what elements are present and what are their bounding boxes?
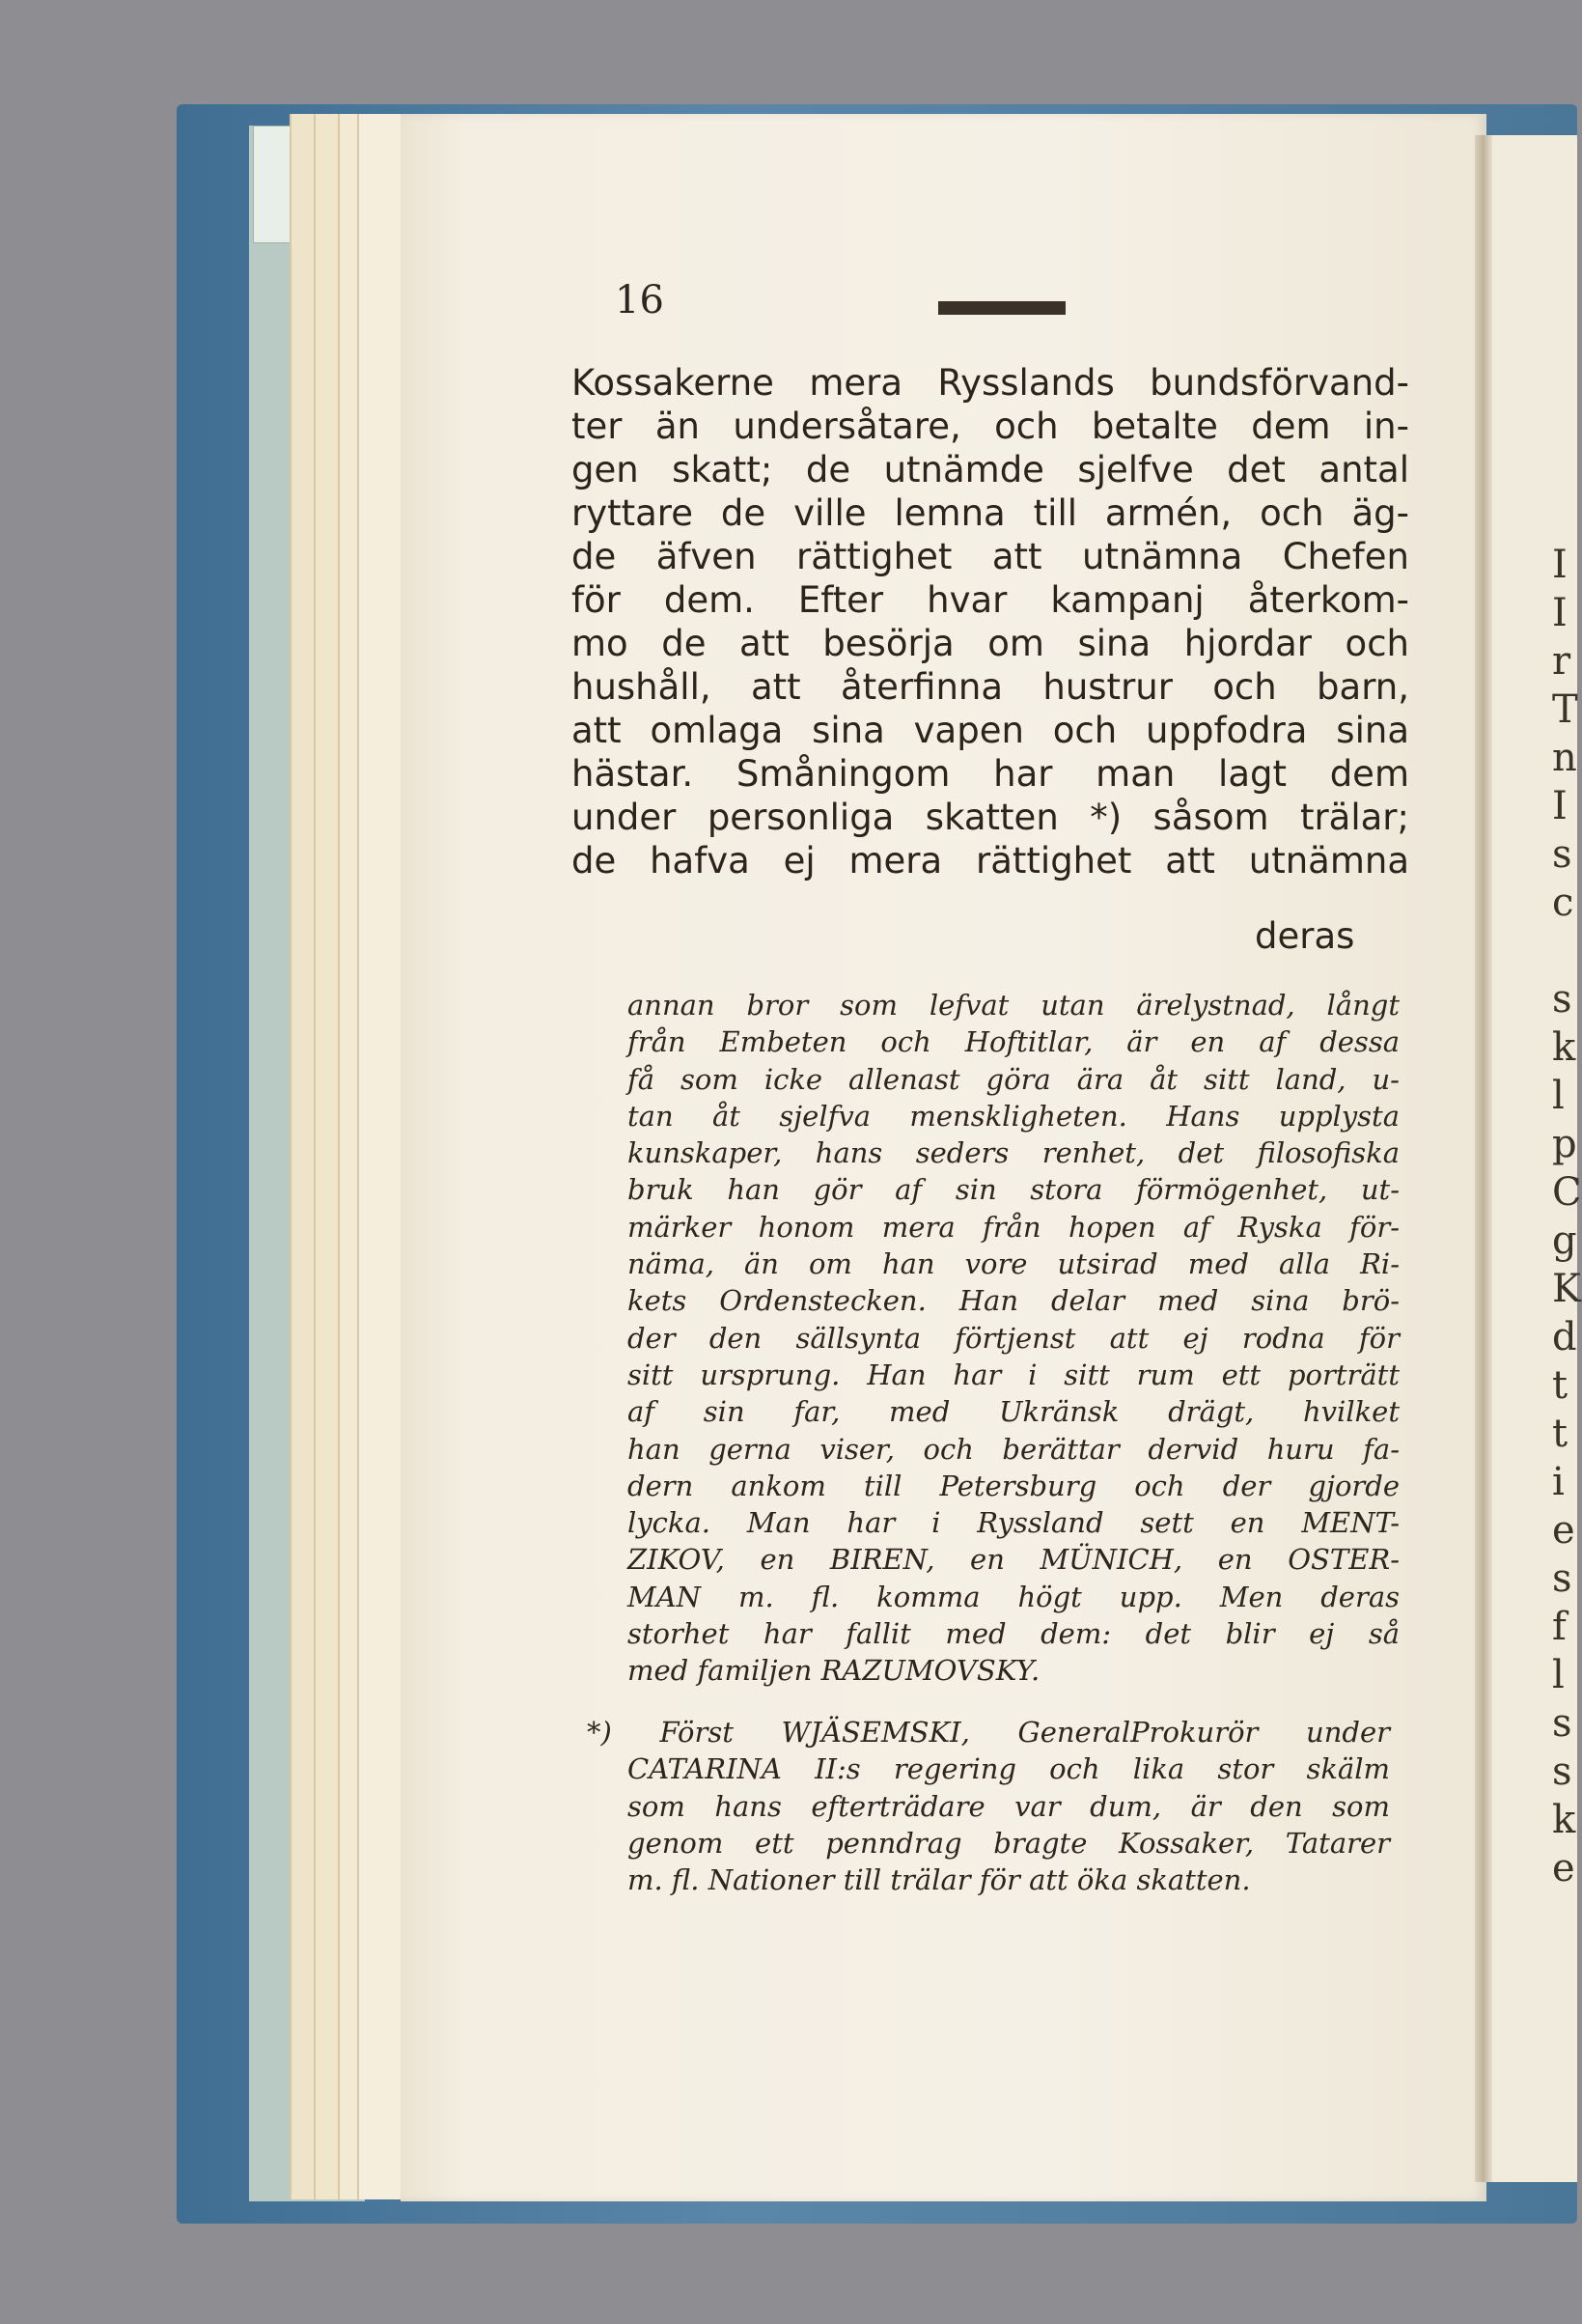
facing-page-letter: s <box>1552 832 1572 877</box>
facing-page-letter: k <box>1552 1798 1576 1842</box>
footnote-line: af sin far, med Ukränsk drägt, hvilket <box>627 1395 1400 1429</box>
footnote-line: der den sällsynta förtjenst att ej rodna för <box>627 1321 1400 1355</box>
text-line: under personliga skatten *) såsom trälar; <box>571 797 1409 838</box>
footnote-star <box>587 1714 1390 1898</box>
footnote-line: märker honom mera från hopen af Ryska för- <box>627 1210 1400 1244</box>
facing-page-letter: C <box>1552 1170 1582 1215</box>
footnote-line: sitt ursprung. Han har i sitt rum ett porträtt <box>627 1358 1400 1391</box>
footnote-line: få som icke allenast göra ära åt sitt land, u- <box>627 1062 1400 1096</box>
footnote-line: bruk han gör af sin stora förmögenhet, ut- <box>627 1173 1400 1207</box>
facing-page-letter: f <box>1552 1605 1567 1649</box>
text-line: mo de att besörja om sina hjordar och <box>571 623 1409 664</box>
facing-page-letter: r <box>1552 639 1571 684</box>
facing-page-letter: t <box>1552 1363 1568 1408</box>
facing-page-letters <box>1552 541 1581 1892</box>
footnote-line: som hans efterträdare var dum, är den som <box>627 1789 1390 1823</box>
facing-page-letter: k <box>1552 1025 1576 1070</box>
text-line: att omlaga sina vapen och uppfodra sina <box>571 710 1409 751</box>
footnote-continued <box>627 987 1400 1690</box>
facing-page-letter: s <box>1552 1556 1572 1601</box>
text-line: ryttare de ville lemna till armén, och äg- <box>571 492 1409 534</box>
facing-page-letter: n <box>1552 736 1577 780</box>
facing-page-letter <box>1552 927 1581 975</box>
footnote-line: lycka. Man har i Ryssland sett en MENT- <box>627 1506 1400 1540</box>
footnote-line: från Embeten och Hoftitlar, är en af dessa <box>627 1025 1400 1059</box>
facing-page-letter: e <box>1552 1508 1575 1553</box>
facing-page-letter: s <box>1552 1701 1572 1746</box>
footnote-line: ZIKOV, en BIREN, en MÜNICH, en OSTER- <box>627 1543 1400 1577</box>
page-number: 16 <box>615 278 664 322</box>
footnote-line: nämа, än om han vore utsirad med alla Ri- <box>627 1247 1400 1281</box>
book-gutter <box>1475 135 1492 2182</box>
footnote-line: CATARINA II:s regering och lika stor skälm <box>627 1752 1390 1786</box>
header-rule <box>938 301 1066 315</box>
main-paragraph <box>571 361 1409 882</box>
facing-page-letter: c <box>1552 881 1574 925</box>
facing-page-letter: T <box>1552 687 1578 732</box>
facing-page-letter: i <box>1552 1460 1565 1504</box>
footnote-line: genom ett penndrag bragte Kossaker, Tatarer <box>627 1826 1390 1860</box>
text-line: Kossakerne mera Rysslands bundsförvand- <box>571 362 1409 404</box>
footnote-line: dern ankom till Petersburg och der gjorde <box>627 1469 1400 1502</box>
facing-page-letter: g <box>1552 1218 1577 1263</box>
footnote-line: kunskaper, hans seders renhet, det filosofiska <box>627 1136 1400 1170</box>
text-line: hästar. Småningom har man lagt dem <box>571 753 1409 795</box>
footnote-line: m. fl. Nationer till trälar för att öka skatten. <box>627 1863 1251 1897</box>
text-line: ter än undersåtare, och betalte dem in- <box>571 406 1409 447</box>
footnote-line: tan åt sjelfva menskligheten. Hans upplysta <box>627 1099 1400 1133</box>
facing-page-letter: K <box>1552 1267 1581 1311</box>
text-line: för dem. Efter hvar kampanj återkom- <box>571 579 1409 621</box>
endpaper-label-strip <box>253 126 293 243</box>
text-line: gen skatt; de utnämde sjelfve det antal <box>571 449 1409 490</box>
text-line: hushåll, att återfinna hustrur och barn, <box>571 666 1409 708</box>
facing-page-letter: s <box>1552 977 1572 1022</box>
text-line: de hafva ej mera rättighet att utnämna <box>571 840 1409 882</box>
footnote-line: *) Först WJÄSEMSKI, GeneralProkurör under <box>587 1716 1390 1749</box>
footnote-line: kets Ordenstecken. Han delar med sina brö- <box>627 1284 1400 1318</box>
facing-page-letter: e <box>1552 1846 1575 1890</box>
footnote-line: med familjen RAZUMOVSKY. <box>627 1654 1041 1688</box>
facing-page-letter: d <box>1552 1315 1577 1359</box>
facing-page-letter: s <box>1552 1750 1572 1794</box>
facing-page-letter: l <box>1552 1653 1565 1697</box>
footnote-line: han gerna viser, och berättar dervid huru fa- <box>627 1432 1400 1466</box>
facing-page-letter: I <box>1552 784 1568 828</box>
facing-page-letter: t <box>1552 1412 1568 1456</box>
facing-page-letter: I <box>1552 591 1568 635</box>
catchword: deras <box>1255 915 1355 957</box>
facing-page-letter: I <box>1552 543 1568 587</box>
text-line: de äfven rättighet att utnämna Chefen <box>571 536 1409 577</box>
footnote-line: MAN m. fl. komma högt upp. Men deras <box>627 1580 1400 1613</box>
footnote-line: storhet har fallit med dem: det blir ej så <box>627 1617 1400 1651</box>
facing-page-letter: l <box>1552 1074 1565 1118</box>
footnote-line: annan bror som lefvat utan ärelystnad, långt <box>627 989 1400 1022</box>
facing-page-letter: p <box>1552 1122 1577 1166</box>
